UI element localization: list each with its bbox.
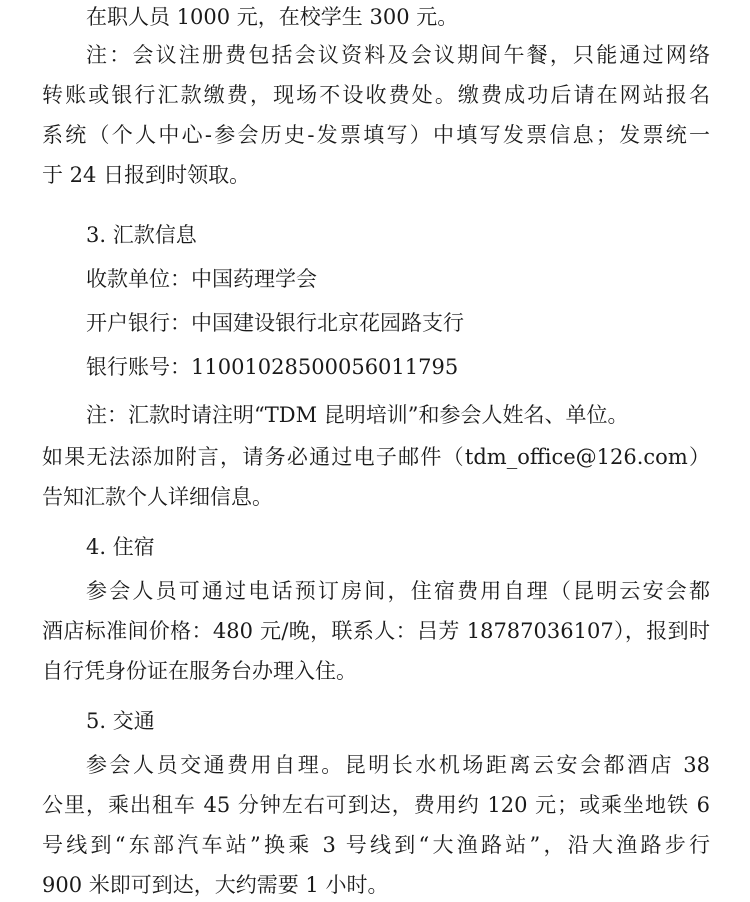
note-line: 告知汇款个人详细信息。	[42, 485, 273, 509]
note-line: 注：汇款时请注明“TDM 昆明培训”和参会人姓名、单位。	[86, 403, 629, 427]
section-heading: 3. 汇款信息	[86, 223, 197, 247]
note-line: 于 24 日报到时领取。	[42, 163, 251, 187]
section-heading: 5. 交通	[86, 709, 155, 733]
paragraph-line: 号线到“东部汽车站”换乘 3 号线到“大渔路站”，沿大渔路步行	[42, 833, 710, 857]
paragraph-line: 酒店标准间价格：480 元/晚，联系人：吕芳 18787036107），报到时	[42, 619, 710, 643]
account-line: 银行账号：11001028500056011795	[86, 355, 459, 379]
paragraph-line: 参会人员交通费用自理。昆明长水机场距离云安会都酒店 38	[86, 753, 710, 777]
paragraph-line: 在职人员 1000 元，在校学生 300 元。	[86, 5, 459, 29]
note-line: 注：会议注册费包括会议资料及会议期间午餐，只能通过网络	[86, 43, 710, 67]
note-line: 如果无法添加附言，请务必通过电子邮件（tdm_office@126.com）	[42, 445, 710, 469]
paragraph-line: 自行凭身份证在服务台办理入住。	[42, 659, 357, 683]
note-line: 转账或银行汇款缴费，现场不设收费处。缴费成功后请在网站报名	[42, 83, 710, 107]
paragraph-line: 900 米即可到达，大约需要 1 小时。	[42, 873, 389, 897]
paragraph-line: 参会人员可通过电话预订房间，住宿费用自理（昆明云安会都	[86, 579, 710, 603]
section-heading: 4. 住宿	[86, 535, 155, 559]
paragraph-line: 公里，乘出租车 45 分钟左右可到达，费用约 120 元；或乘坐地铁 6	[42, 793, 710, 817]
payee-line: 收款单位：中国药理学会	[86, 267, 317, 291]
note-line: 系统（个人中心-参会历史-发票填写）中填写发票信息；发票统一	[42, 123, 710, 147]
bank-line: 开户银行：中国建设银行北京花园路支行	[86, 311, 464, 335]
